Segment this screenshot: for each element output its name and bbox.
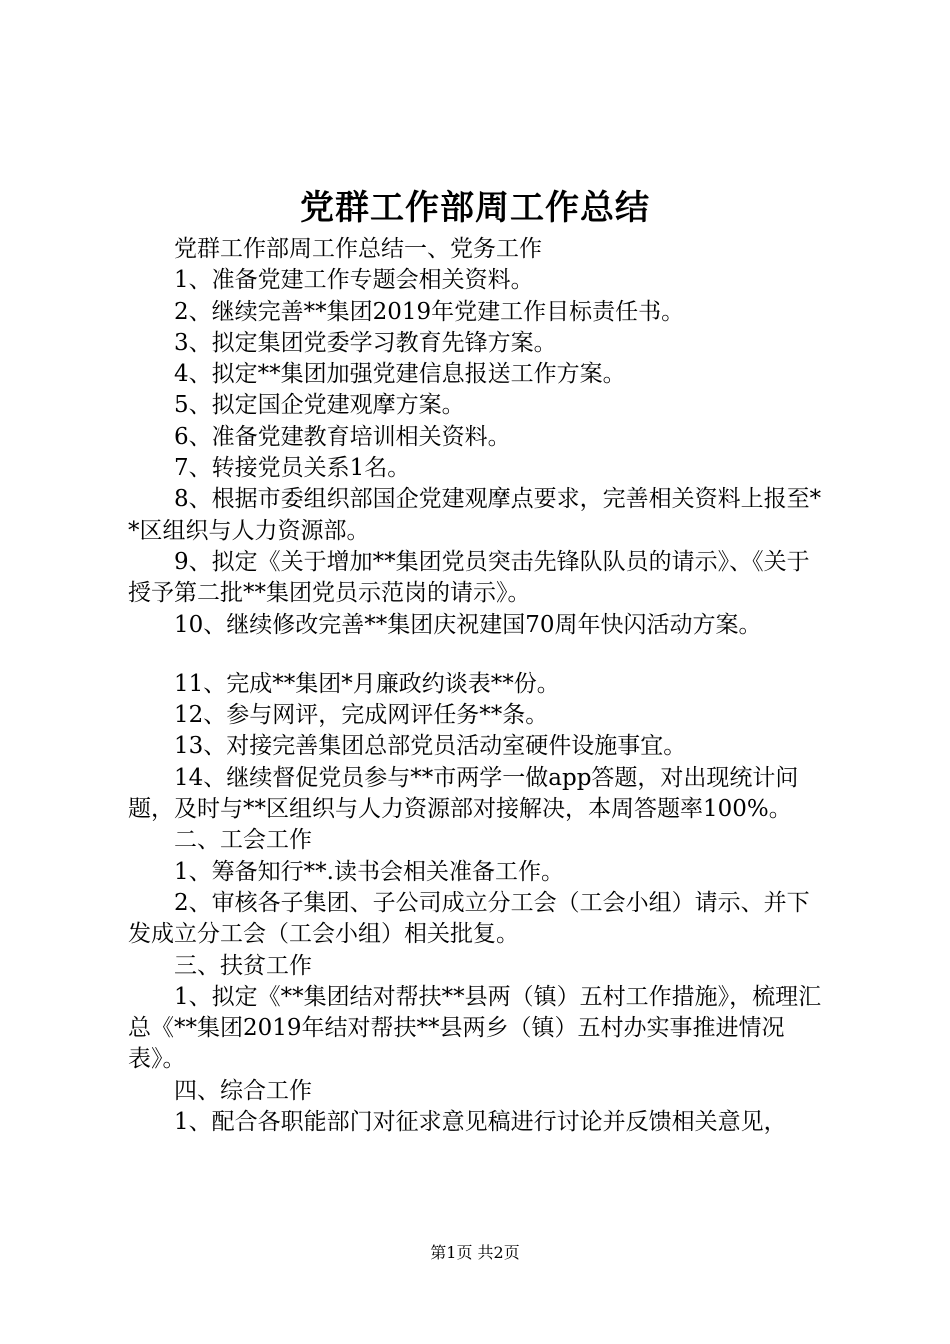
section-heading: 四、综合工作 (174, 1077, 312, 1104)
paragraph-item: 5、拟定国企党建观摩方案。 (174, 392, 465, 419)
paragraph-item: 14、继续督促党员参与**市两学一做app答题，对出现统计问题，及时与**区组织与人力资源部对接解决，本周答题率100%。 (128, 764, 799, 823)
paragraph-item: 1、拟定《**集团结对帮扶**县两（镇）五村工作措施》，梳理汇总《**集团2019年结对帮扶**县两乡（镇）五村办实事推进情况表》。 (128, 983, 822, 1073)
paragraph-item: 1、准备党建工作专题会相关资料。 (174, 267, 534, 294)
paragraph-item: 1、筹备知行**.读书会相关准备工作。 (174, 858, 564, 885)
document-title: 党群工作部周工作总结 (300, 188, 650, 228)
paragraph-item: 12、参与网评，完成网评任务**条。 (174, 702, 549, 729)
paragraph-item: 7、转接党员关系1名。 (174, 455, 411, 482)
paragraph-item: 2、继续完善**集团2019年党建工作目标责任书。 (174, 298, 685, 325)
section-heading: 二、工会工作 (174, 827, 312, 854)
paragraph-item: 3、拟定集团党委学习教育先锋方案。 (174, 329, 557, 356)
paragraph-item: 8、根据市委组织部国企党建观摩点要求，完善相关资料上报至**区组织与人力资源部。 (128, 486, 822, 544)
page-footer: 第1页 共2页 (430, 1243, 520, 1262)
paragraph-item: 2、审核各子集团、子公司成立分工会（工会小组）请示、并下发成立分工会（工会小组）相关批复。 (128, 889, 810, 948)
paragraph-item: 9、拟定《关于增加**集团党员突击先锋队队员的请示》、《关于授予第二批**集团党员示范岗的请示》。 (128, 548, 810, 607)
document-body (128, 234, 828, 1138)
paragraph-item: 10、继续修改完善**集团庆祝建国70周年快闪活动方案。 (174, 611, 762, 638)
paragraph-item: 4、拟定**集团加强党建信息报送工作方案。 (174, 361, 626, 388)
paragraph-item: 13、对接完善集团总部党员活动室硬件设施事宜。 (174, 733, 687, 760)
paragraph-item: 1、配合各职能部门对征求意见稿进行讨论并反馈相关意见， (174, 1109, 787, 1136)
paragraph-intro: 党群工作部周工作总结一、党务工作 (174, 236, 542, 262)
paragraph-item: 6、准备党建教育培训相关资料。 (174, 423, 511, 450)
section-heading: 三、扶贫工作 (174, 952, 312, 979)
paragraph-item: 11、完成**集团*月廉政约谈表**份。 (174, 670, 560, 697)
